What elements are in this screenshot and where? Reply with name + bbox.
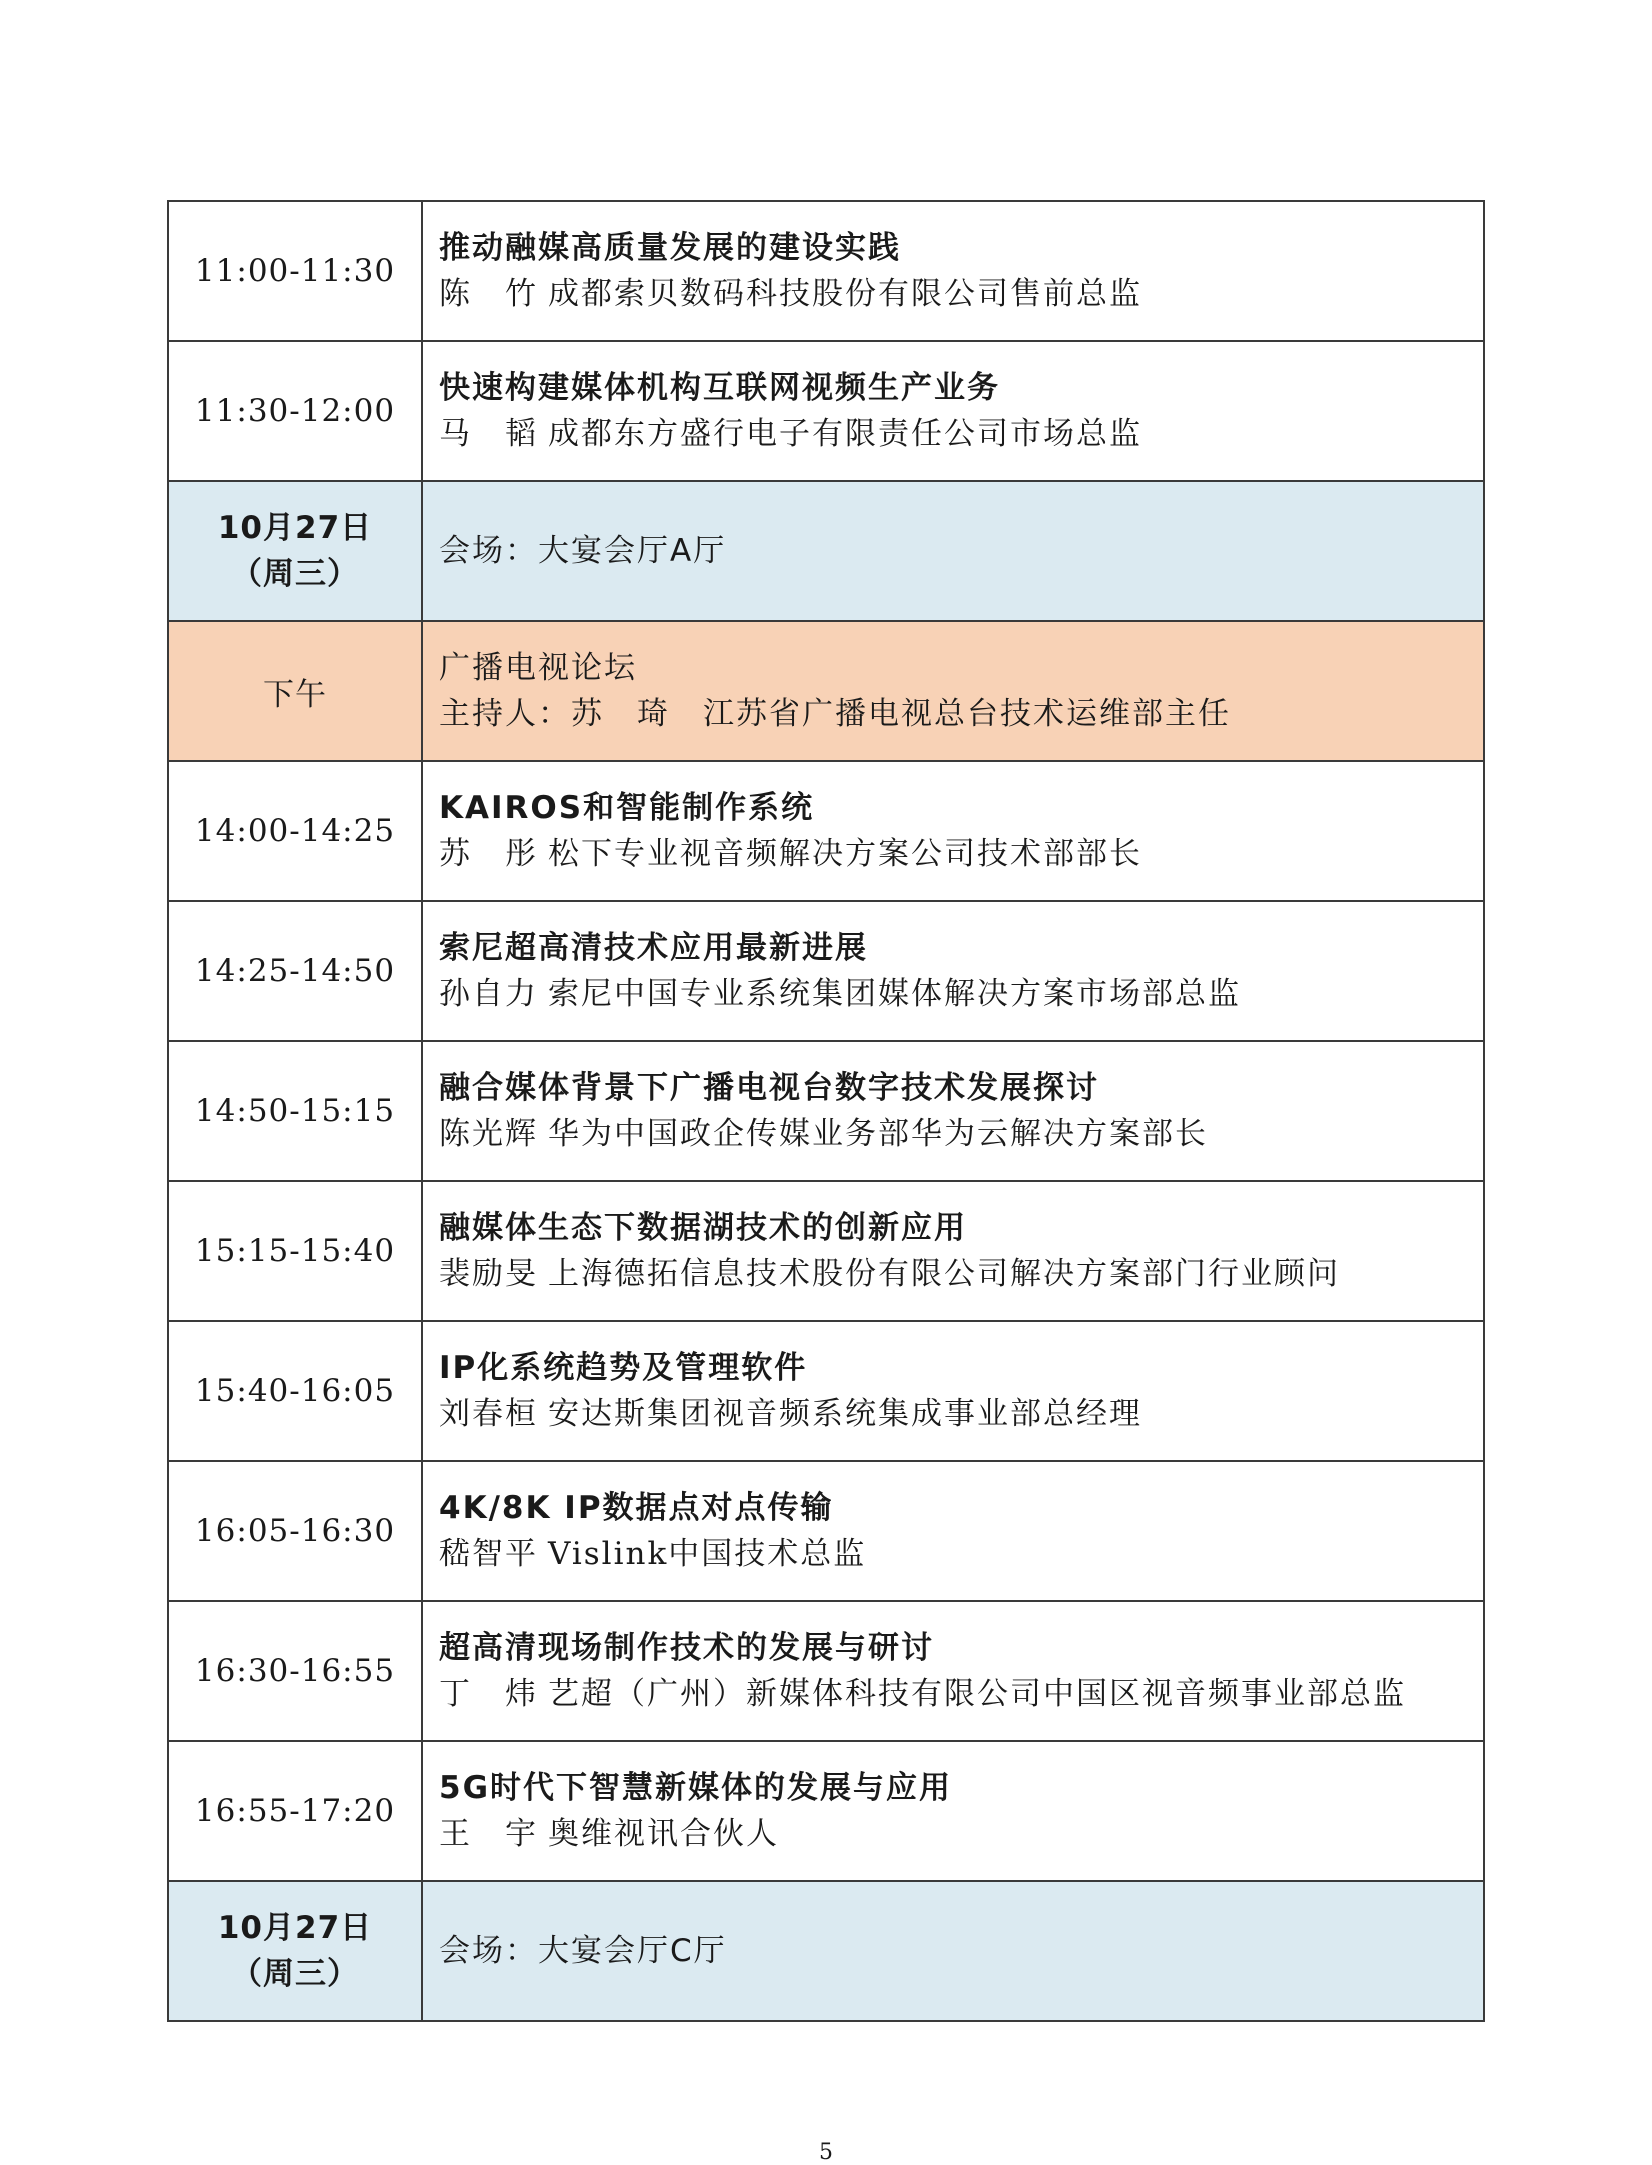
schedule-table (167, 200, 1485, 2022)
speaker-line (439, 1251, 1483, 1297)
venue-cell: 会场：大宴会厅A厅 (422, 481, 1484, 621)
speaker-affiliation: 奥维视讯合伙人 (548, 1816, 779, 1852)
speaker-line (439, 831, 1483, 877)
talk-title: 融合媒体背景下广播电视台数字技术发展探讨 (439, 1070, 1099, 1106)
speaker-affiliation: 索尼中国专业系统集团媒体解决方案市场部总监 (548, 976, 1241, 1012)
speaker-affiliation: 安达斯集团视音频系统集成事业部总经理 (548, 1396, 1142, 1432)
speaker-line (439, 1531, 1483, 1577)
time-cell: 16:55-17:20 (168, 1741, 422, 1881)
speaker-line (439, 971, 1483, 1017)
talk-cell (422, 201, 1484, 341)
weekday-text: （周三） (231, 556, 359, 592)
talk-cell (422, 1461, 1484, 1601)
table-row (168, 1181, 1484, 1321)
venue-row-c (168, 1881, 1484, 2021)
speaker-name: 刘春桓 (439, 1396, 538, 1432)
speaker-name: 丁 炜 (439, 1676, 538, 1712)
session-label: 下午 (168, 621, 422, 761)
speaker-name: 孙自力 (439, 976, 538, 1012)
page-number: 5 (819, 2140, 833, 2165)
speaker-line (439, 271, 1483, 317)
time-cell: 14:25-14:50 (168, 901, 422, 1041)
speaker-line (439, 1111, 1483, 1157)
talk-title: 索尼超高清技术应用最新进展 (439, 930, 868, 966)
speaker-affiliation: 艺超（广州）新媒体科技有限公司中国区视音频事业部总监 (548, 1676, 1406, 1712)
talk-cell (422, 1741, 1484, 1881)
table-row (168, 1741, 1484, 1881)
time-cell: 16:05-16:30 (168, 1461, 422, 1601)
talk-title: IP化系统趋势及管理软件 (439, 1350, 808, 1386)
weekday-text: （周三） (231, 1956, 359, 1992)
time-cell: 14:50-15:15 (168, 1041, 422, 1181)
talk-title: 推动融媒高质量发展的建设实践 (439, 230, 901, 266)
talk-title: 4K/8K IP数据点对点传输 (439, 1490, 834, 1526)
talk-title: 融媒体生态下数据湖技术的创新应用 (439, 1210, 967, 1246)
date-cell (168, 481, 422, 621)
speaker-name: 裴励旻 (439, 1256, 538, 1292)
venue-cell: 会场：大宴会厅C厅 (422, 1881, 1484, 2021)
talk-cell (422, 901, 1484, 1041)
talk-cell (422, 761, 1484, 901)
table-row (168, 201, 1484, 341)
time-cell: 15:40-16:05 (168, 1321, 422, 1461)
table-row (168, 1461, 1484, 1601)
speaker-line (439, 1811, 1483, 1857)
table-row (168, 1601, 1484, 1741)
speaker-affiliation: 成都东方盛行电子有限责任公司市场总监 (548, 416, 1142, 452)
time-cell: 16:30-16:55 (168, 1601, 422, 1741)
speaker-affiliation: Vislink中国技术总监 (548, 1536, 867, 1572)
talk-cell (422, 1041, 1484, 1181)
talk-cell (422, 1321, 1484, 1461)
table-row (168, 1041, 1484, 1181)
time-cell: 14:00-14:25 (168, 761, 422, 901)
speaker-line (439, 411, 1483, 457)
date-text: 10月27日 (217, 1910, 373, 1946)
time-cell: 11:00-11:30 (168, 201, 422, 341)
speaker-affiliation: 松下专业视音频解决方案公司技术部部长 (548, 836, 1142, 872)
talk-title: KAIROS和智能制作系统 (439, 790, 815, 826)
table-row (168, 1321, 1484, 1461)
speaker-name: 陈光辉 (439, 1116, 538, 1152)
talk-cell (422, 1181, 1484, 1321)
speaker-affiliation: 成都索贝数码科技股份有限公司售前总监 (548, 276, 1142, 312)
session-title: 广播电视论坛 (439, 650, 637, 686)
table-row (168, 901, 1484, 1041)
table-row (168, 761, 1484, 901)
speaker-affiliation: 上海德拓信息技术股份有限公司解决方案部门行业顾问 (548, 1256, 1340, 1292)
date-cell (168, 1881, 422, 2021)
table-row (168, 341, 1484, 481)
session-row (168, 621, 1484, 761)
speaker-name: 王 宇 (439, 1816, 538, 1852)
date-text: 10月27日 (217, 510, 373, 546)
talk-cell (422, 1601, 1484, 1741)
talk-title: 快速构建媒体机构互联网视频生产业务 (439, 370, 1000, 406)
speaker-line (439, 1391, 1483, 1437)
talk-title: 超高清现场制作技术的发展与研讨 (439, 1630, 934, 1666)
talk-cell (422, 341, 1484, 481)
session-cell (422, 621, 1484, 761)
time-cell: 15:15-15:40 (168, 1181, 422, 1321)
talk-title: 5G时代下智慧新媒体的发展与应用 (439, 1770, 953, 1806)
speaker-line (439, 1671, 1483, 1717)
speaker-name: 马 韬 (439, 416, 538, 452)
venue-row-a (168, 481, 1484, 621)
speaker-name: 陈 竹 (439, 276, 538, 312)
speaker-affiliation: 华为中国政企传媒业务部华为云解决方案部长 (548, 1116, 1208, 1152)
time-cell: 11:30-12:00 (168, 341, 422, 481)
speaker-name: 苏 彤 (439, 836, 538, 872)
session-host: 主持人：苏 琦 江苏省广播电视总台技术运维部主任 (439, 696, 1231, 732)
speaker-name: 嵇智平 (439, 1536, 538, 1572)
